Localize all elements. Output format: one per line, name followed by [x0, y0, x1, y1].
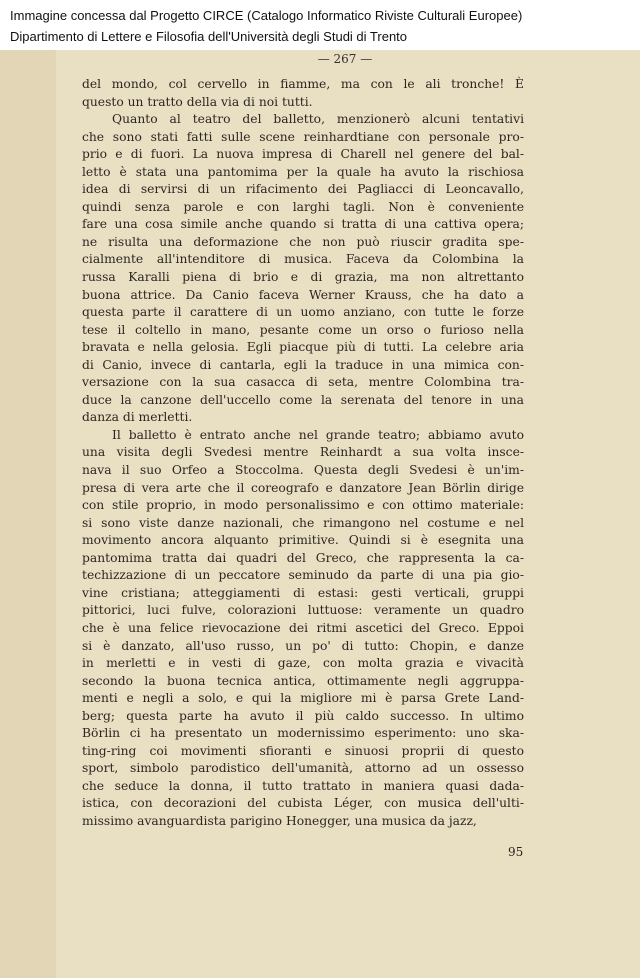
- text-line: di Canio, invece di cantarla, egli la traduce in una mimica con-: [82, 357, 524, 372]
- paragraph-3: [82, 427, 524, 831]
- text-line: menti e negli a solo, e qui la migliore mi è parsa Grete Land-: [82, 691, 524, 706]
- text-line: letto è stata una pantomima per la quale ha avuto la rischiosa: [82, 164, 524, 179]
- text-line: secondo la buona tecnica antica, ottimamente negli aggruppa-: [82, 673, 524, 688]
- text-line: sport, simbolo parodistico dell'umanità, attorno ad un ossesso: [82, 761, 524, 776]
- page-gutter: [0, 50, 56, 978]
- text-line: berg; questa parte ha avuto il più caldo successo. In ultimo: [82, 708, 524, 723]
- text-line: vine cristiana; atteggiamenti di estasi: gesti verticali, gruppi: [82, 585, 524, 600]
- text-line: che sono stati fatti sulle scene reinhardtiane con personale pro-: [82, 129, 524, 144]
- text-line: questo un tratto della via di noi tutti.: [82, 94, 313, 109]
- banner-line-2: Dipartimento di Lettere e Filosofia dell'Università degli Studi di Trento: [10, 29, 408, 44]
- page-footer-number: 95: [508, 845, 524, 859]
- page-header-number: — 267 —: [317, 52, 373, 66]
- text-line: del mondo, col cervello in fiamme, ma con le ali tronche! È: [82, 77, 524, 91]
- text-line: si è danzato, all'uso russo, un po' di tutto: Chopin, e danze: [82, 638, 524, 653]
- text-line: Börlin ci ha presentato un modernissimo esperimento: uno ska-: [82, 726, 524, 741]
- text-line: duce la canzone dell'uccello come la serenata del tenore in una: [82, 392, 524, 407]
- text-line: missimo avanguardista parigino Honegger, una musica da jazz,: [82, 813, 477, 828]
- article-body: [82, 76, 524, 831]
- copyright-banner: [0, 0, 640, 50]
- paragraph-1: [82, 76, 524, 111]
- text-line: con stile proprio, in modo personalissimo e con ottimo materiale:: [82, 498, 524, 513]
- banner-line-1: Immagine concessa dal Progetto CIRCE (Catalogo Informatico Riviste Culturali Europee): [10, 8, 523, 23]
- text-line: tese il coltello in mano, pesante come un orso o furioso nella: [82, 322, 524, 337]
- text-line: Quanto al teatro del balletto, menzionerò alcuni tentativi: [112, 112, 524, 127]
- text-line: bravata e nella gelosia. Egli piacque più di tutti. La celebre aria: [82, 340, 524, 355]
- text-line: nava il suo Orfeo a Stoccolma. Questa degli Svedesi è un'im-: [82, 463, 524, 478]
- text-line: versazione con la sua casacca di seta, mentre Colombina tra-: [82, 375, 524, 390]
- text-line: questa parte il carattere di un uomo anziano, con tutte le forze: [82, 305, 524, 320]
- text-line: che seduce la donna, il tutto trattato in maniera quasi dada-: [82, 778, 524, 793]
- text-line: si sono viste danze nazionali, che rimangono nel costume e nel: [82, 515, 524, 530]
- text-line: buona attrice. Da Canio faceva Werner Krauss, che ha dato a: [82, 287, 524, 302]
- text-line: quindi senza parole e con larghi tagli. Non è conveniente: [82, 199, 524, 214]
- text-line: techizzazione di un peccatore seminudo da parte di una pia gio-: [82, 568, 524, 583]
- text-line: pittorici, luci fulve, colorazioni luttuose: veramente un quadro: [82, 603, 524, 618]
- text-line: danza di merletti.: [82, 410, 193, 425]
- text-line: ne risulta una deformazione che non può riuscir gradita spe-: [82, 234, 524, 249]
- text-line: pantomima tratta dai quadri del Greco, che rappresenta la ca-: [82, 550, 524, 565]
- text-line: in merletti e in vesti di gaze, con molta grazia e vivacità: [82, 656, 524, 671]
- text-line: Il balletto è entrato anche nel grande teatro; abbiamo avuto: [112, 427, 524, 442]
- text-line: movimento ancora alquanto primitive. Quindi si è esegnita una: [82, 533, 524, 548]
- text-line: una visita degli Svedesi mentre Reinhardt a sua volta insce-: [82, 445, 524, 460]
- text-line: fare una cosa simile anche quando si tratta di una cattiva opera;: [82, 217, 524, 232]
- text-line: prio e di fuori. La nuova impresa di Charell nel genere del bal-: [82, 147, 524, 162]
- text-line: presa di vera arte che il coreografo e danzatore Jean Börlin dirige: [82, 480, 524, 495]
- text-line: cialmente all'intenditore di musica. Faceva da Colombina la: [82, 252, 524, 267]
- text-line: russa Karalli piena di brio e di grazia, ma non altrettanto: [82, 270, 524, 285]
- text-line: idea di servirsi di un rifacimento dei Pagliacci di Leoncavallo,: [82, 182, 524, 197]
- paragraph-2: [82, 111, 524, 427]
- text-line: istica, con decorazioni del cubista Léger, con musica dell'ulti-: [82, 796, 524, 811]
- text-line: ting-ring coi movimenti sfioranti e sinuosi proprii di questo: [82, 743, 524, 758]
- text-line: che è una felice rievocazione dei ritmi ascetici del Greco. Eppoi: [82, 620, 524, 635]
